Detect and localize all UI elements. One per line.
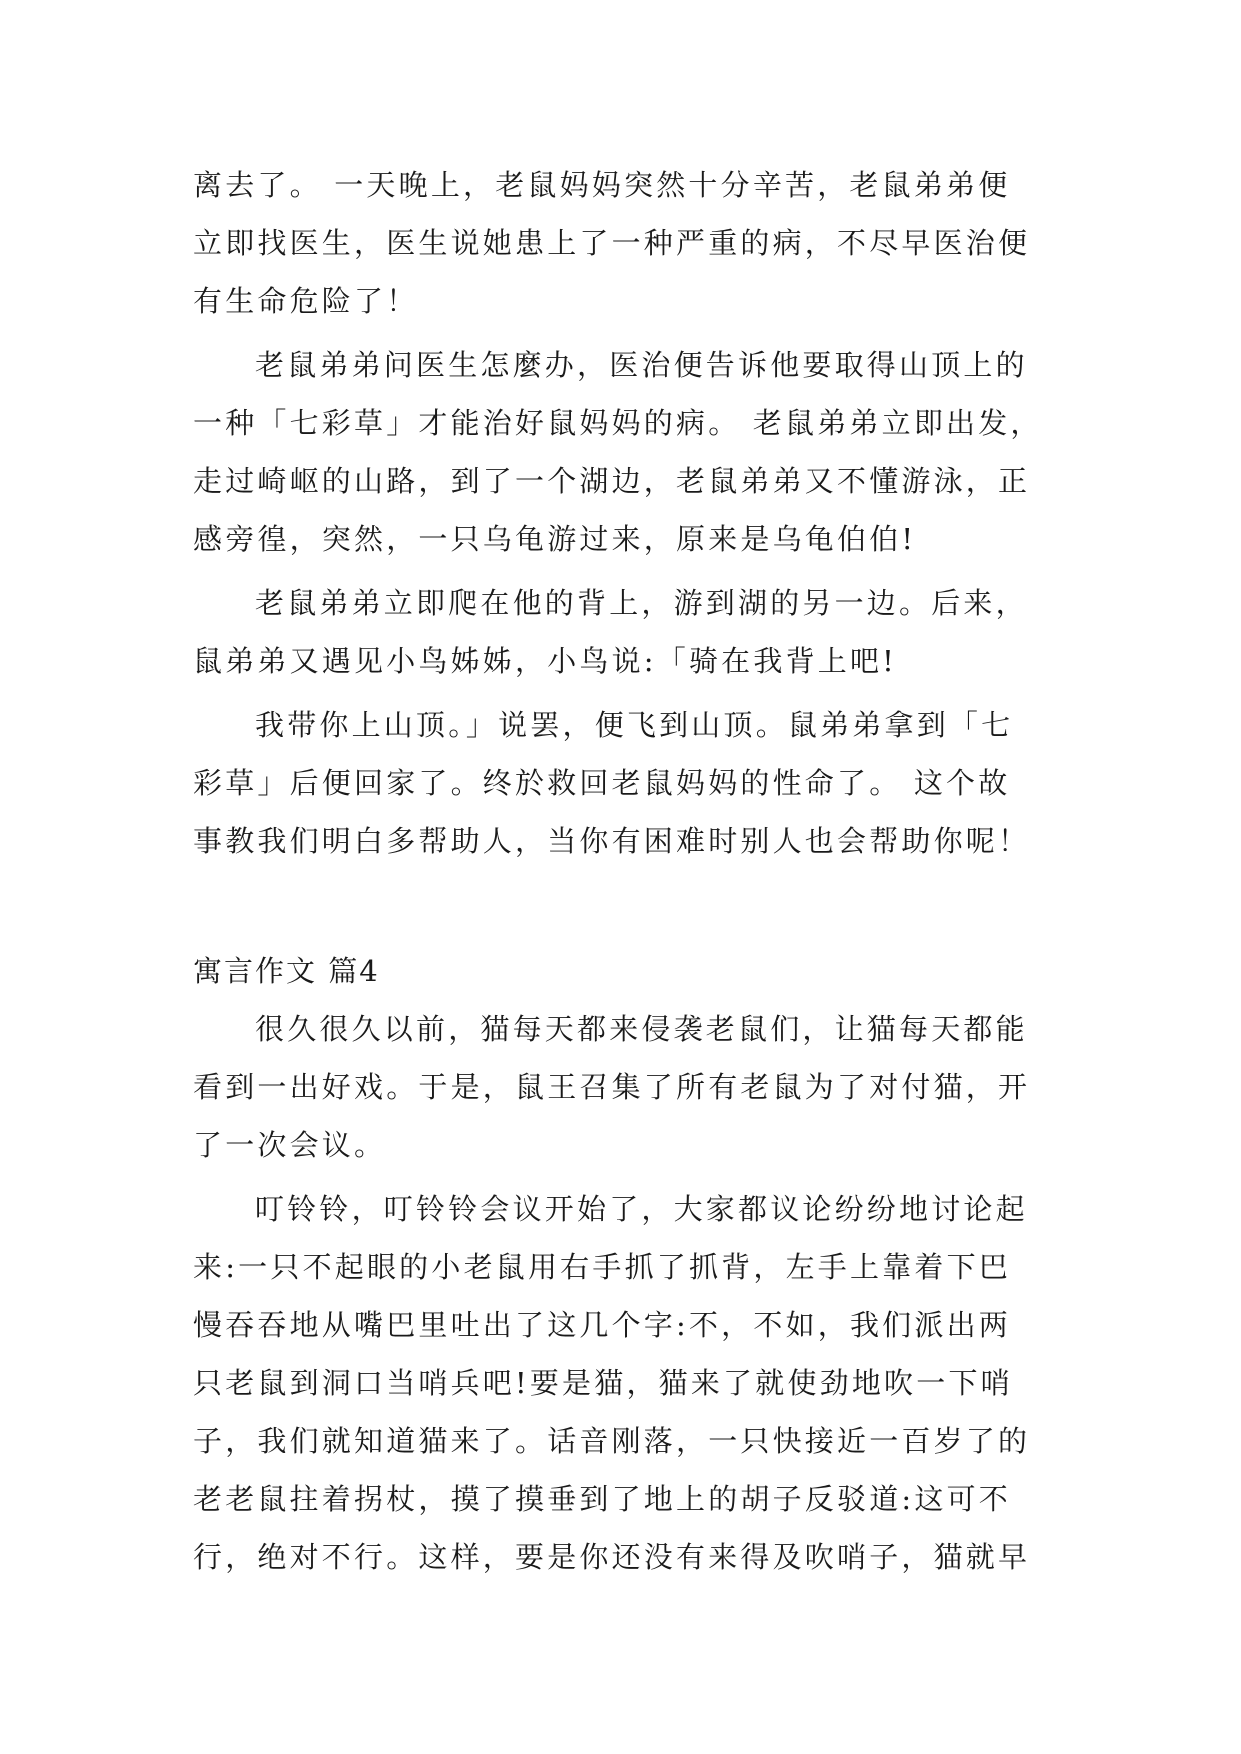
text-line: 鼠弟弟又遇见小鸟姊姊，小鸟说:「骑在我背上吧! (193, 644, 898, 678)
paragraph (193, 1000, 1053, 1174)
text-line: 叮铃铃，叮铃铃会议开始了，大家都议论纷纷地讨论起 (255, 1192, 1028, 1226)
text-line: 有生命危险了！ (193, 284, 419, 318)
text-line: 事教我们明白多帮助人，当你有困难时别人也会帮助你呢！ (193, 824, 1031, 858)
section-heading: 寓言作文 篇4 (193, 954, 380, 988)
text-line: 一种「七彩草」才能治好鼠妈妈的病。 老鼠弟弟立即出发， (193, 406, 1043, 440)
paragraph (193, 1180, 1053, 1586)
text-line: 慢吞吞地从嘴巴里吐出了这几个字:不，不如，我们派出两 (193, 1308, 1011, 1342)
text-line: 离去了。 一天晚上，老鼠妈妈突然十分辛苦，老鼠弟弟便 (193, 168, 1011, 202)
text-line: 我带你上山顶。」说罢，便飞到山顶。鼠弟弟拿到「七 (255, 708, 1014, 742)
text-line: 看到一出好戏。于是，鼠王召集了所有老鼠为了对付猫，开 (193, 1070, 1031, 1104)
paragraph (193, 156, 1053, 330)
text-line: 感旁徨，突然，一只乌龟游过来，原来是乌龟伯伯! (193, 522, 917, 556)
text-line: 老老鼠拄着拐杖，摸了摸垂到了地上的胡子反驳道:这可不 (193, 1482, 1011, 1516)
text-line: 行，绝对不行。这样，要是你还没有来得及吹哨子，猫就早 (193, 1540, 1031, 1574)
text-line: 来:一只不起眼的小老鼠用右手抓了抓背，左手上靠着下巴 (193, 1250, 1011, 1284)
document-body (193, 156, 1053, 1586)
text-line: 老鼠弟弟立即爬在他的背上，游到湖的另一边。后来， (255, 586, 1028, 620)
text-line: 走过崎岖的山路，到了一个湖边，老鼠弟弟又不懂游泳，正 (193, 464, 1031, 498)
text-line: 了一次会议。 (193, 1128, 387, 1162)
paragraph (193, 336, 1053, 568)
paragraph (193, 696, 1053, 870)
paragraph (193, 574, 1053, 690)
text-line: 很久很久以前，猫每天都来侵袭老鼠们，让猫每天都能 (255, 1012, 1028, 1046)
text-line: 只老鼠到洞口当哨兵吧!要是猫，猫来了就使劲地吹一下哨 (193, 1366, 1013, 1400)
text-line: 彩草」后便回家了。终於救回老鼠妈妈的性命了。 这个故 (193, 766, 1011, 800)
text-line: 子，我们就知道猫来了。话音刚落，一只快接近一百岁了的 (193, 1424, 1031, 1458)
text-line: 老鼠弟弟问医生怎麼办，医治便告诉他要取得山顶上的 (255, 348, 1028, 382)
text-line: 立即找医生，医生说她患上了一种严重的病，不尽早医治便 (193, 226, 1031, 260)
